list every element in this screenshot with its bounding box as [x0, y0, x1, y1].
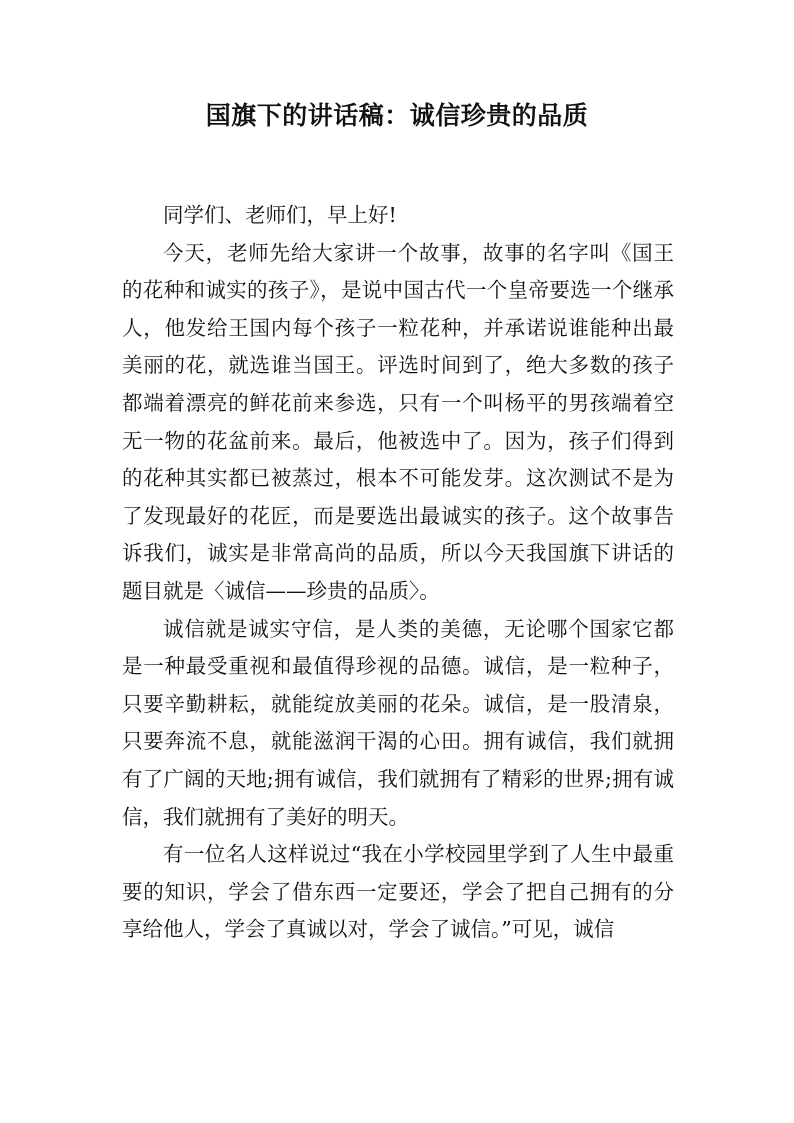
- paragraph-greeting: 同学们、老师们，早上好!: [163, 203, 397, 227]
- document-title: 国旗下的讲话稿：诚信珍贵的品质: [205, 101, 589, 130]
- paragraph-story: 今天，老师先给大家讲一个故事，故事的名字叫《国王的花种和诚实的孩子》，是说中国古代一个皇帝要选一个继承人，他发给王国内每个孩子一粒花种，并承诺说谁能种出最美丽的花，就选谁当国王。评选时间到了，绝大多数的孩子都端着漂亮的鲜花前来参选，只有一个叫杨平的男孩端着空无一物的花盆前来。最后，他被选中了。因为，孩子们得到的花种其实都已被蒸过，根本不可能发芽。这次测试不是为了发现最好的花匠，而是要选出最诚实的孩子。这个故事告诉我们，诚实是非常高尚的品质，所以今天我国旗下讲话的题目就是〈诚信——珍贵的品质〉。: [122, 240, 674, 603]
- document-body: [122, 197, 674, 949]
- paragraph-integrity: 诚信就是诚实守信，是人类的美德，无论哪个国家它都是一种最受重视和最值得珍视的品德。诚信，是一粒种子，只要辛勤耕耘，就能绽放美丽的花朵。诚信，是一股清泉，只要奔流不息，就能滋润干渴的心田。拥有诚信，我们就拥有了广阔的天地;拥有诚信，我们就拥有了精彩的世界;拥有诚信，我们就拥有了美好的明天。: [122, 616, 674, 829]
- paragraph-quote: 有一位名人这样说过“我在小学校园里学到了人生中最重要的知识，学会了借东西一定要还，学会了把自己拥有的分享给他人，学会了真诚以对，学会了诚信。”可见，诚信: [122, 842, 674, 942]
